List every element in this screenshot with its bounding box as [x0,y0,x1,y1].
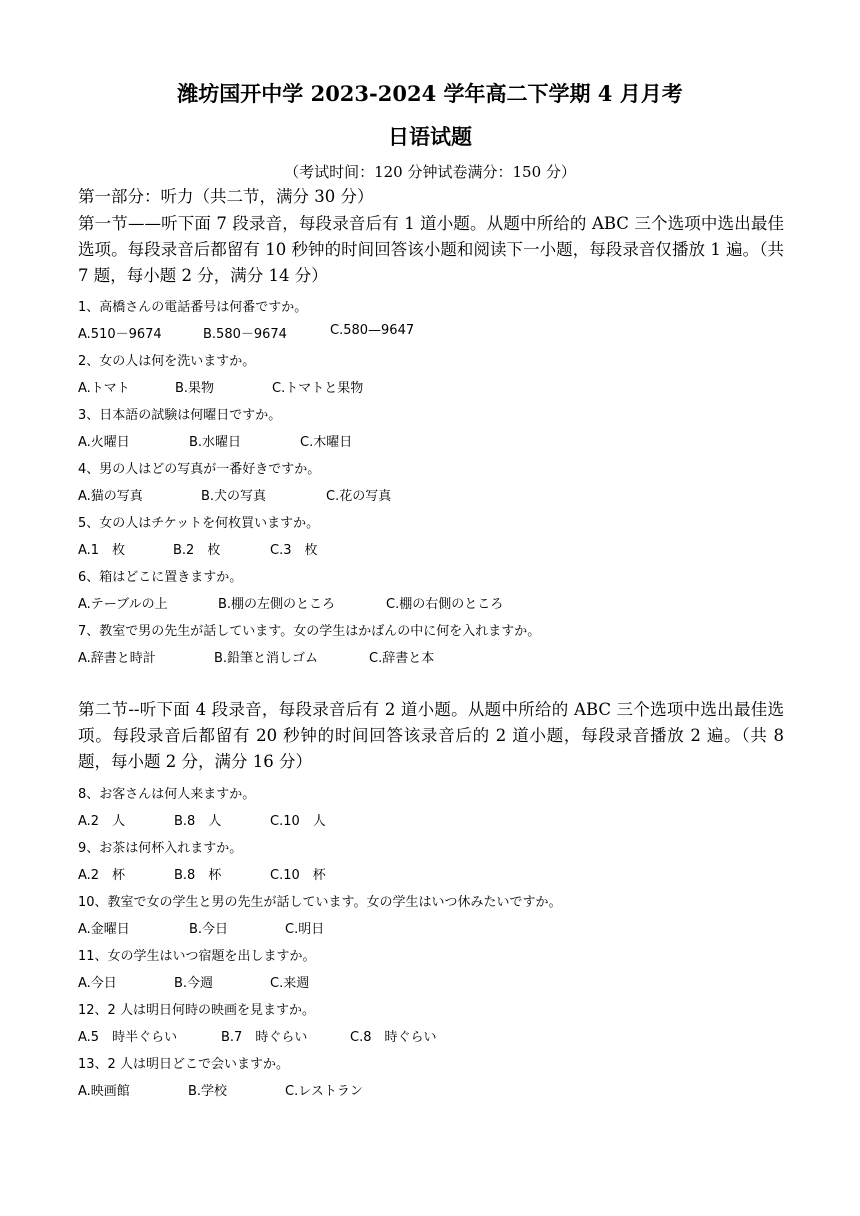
option-b: B.8 人 [174,814,222,829]
part-heading: 第一部分：听力（共二节，满分 30 分） [78,187,374,206]
question-6: 6、箱はどこに置きますか。 [78,570,243,585]
question-3: 3、日本語の試験は何曜日ですか。 [78,408,282,423]
option-c: C.花の写真 [326,489,392,504]
option-c: C.10 人 [270,814,326,829]
option-c: C.トマトと果物 [272,381,364,396]
question-5: 5、女の人はチケットを何枚買いますか。 [78,516,320,531]
exam-subject: 日语试题 [388,124,472,149]
question-12: 12、2 人は明日何時の映画を見ますか。 [78,1003,315,1018]
option-b: B.水曜日 [189,435,242,450]
option-a: A.1 枚 [78,543,126,558]
option-c: C.8 時ぐらい [350,1030,437,1045]
option-a: A.510－9674 [78,327,162,342]
question-13: 13、2 人は明日どこで会いますか。 [78,1057,289,1072]
option-a: A.映画館 [78,1084,130,1099]
question-7: 7、教室で男の先生が話しています。女の学生はかばんの中に何を入れますか。 [78,624,541,639]
option-c: C.辞書と本 [369,651,435,666]
question-10: 10、教室で女の学生と男の先生が話しています。女の学生はいつ休みたいですか。 [78,895,562,910]
option-a: A.辞書と時計 [78,651,156,666]
option-c: C.レストラン [285,1084,363,1099]
option-b: B.棚の左側のところ [218,597,336,612]
option-b: B.犬の写真 [201,489,267,504]
option-c: C.3 枚 [270,543,318,558]
option-a: A.金曜日 [78,922,130,937]
option-a: A.テーブルの上 [78,597,168,612]
option-c: C.棚の右側のところ [386,597,504,612]
section2-instructions: 第二节--听下面 4 段录音，每段录音后有 2 道小题。从题中所给的 ABC 三个选项中选出最佳选项。每段录音后都留有 20 秒钟的时间回答该录音后的 2 道小题，每段录音播放 2 遍。（共 8 题，每小题 2 分，满分 16 分） [78,700,784,771]
question-8: 8、お客さんは何人来ますか。 [78,787,256,802]
option-c: C.明日 [285,922,325,937]
option-a: A.トマト [78,381,130,396]
option-b: B.580－9674 [203,327,287,342]
option-a: A.猫の写真 [78,489,143,504]
question-4: 4、男の人はどの写真が一番好きですか。 [78,462,321,477]
section1-instructions: 第一节——听下面 7 段录音，每段录音后有 1 道小题。从题中所给的 ABC 三个选项中选出最佳选项。每段录音后都留有 10 秒钟的时间回答该小题和阅读下一小题，每段录音仅播放 1 遍。（共 7 题，每小题 2 分，满分 14 分） [78,214,784,285]
option-c: C.10 杯 [270,868,326,883]
option-b: B.7 時ぐらい [221,1030,308,1045]
option-b: B.鉛筆と消しゴム [214,651,319,666]
option-a: A.今日 [78,976,117,991]
option-b: B.2 枚 [173,543,221,558]
option-c: C.木曜日 [300,435,353,450]
question-1: 1、高橋さんの電話番号は何番ですか。 [78,300,308,315]
option-b: B.果物 [175,381,215,396]
option-b: B.今日 [189,922,229,937]
option-a: A.2 杯 [78,868,126,883]
question-9: 9、お茶は何杯入れますか。 [78,841,243,856]
option-a: A.2 人 [78,814,126,829]
exam-title: 潍坊国开中学 2023-2024 学年高二下学期 4 月月考 [177,81,683,106]
question-11: 11、女の学生はいつ宿題を出しますか。 [78,949,316,964]
question-2: 2、女の人は何を洗いますか。 [78,354,256,369]
exam-info: （考试时间：120 分钟试卷满分：150 分） [284,163,576,181]
option-b: B.8 杯 [174,868,222,883]
option-a: A.火曜日 [78,435,130,450]
option-c: C.来週 [270,976,310,991]
option-c: C.580—9647 [330,323,415,338]
option-b: B.学校 [188,1084,228,1099]
option-b: B.今週 [174,976,214,991]
option-a: A.5 時半ぐらい [78,1030,178,1045]
